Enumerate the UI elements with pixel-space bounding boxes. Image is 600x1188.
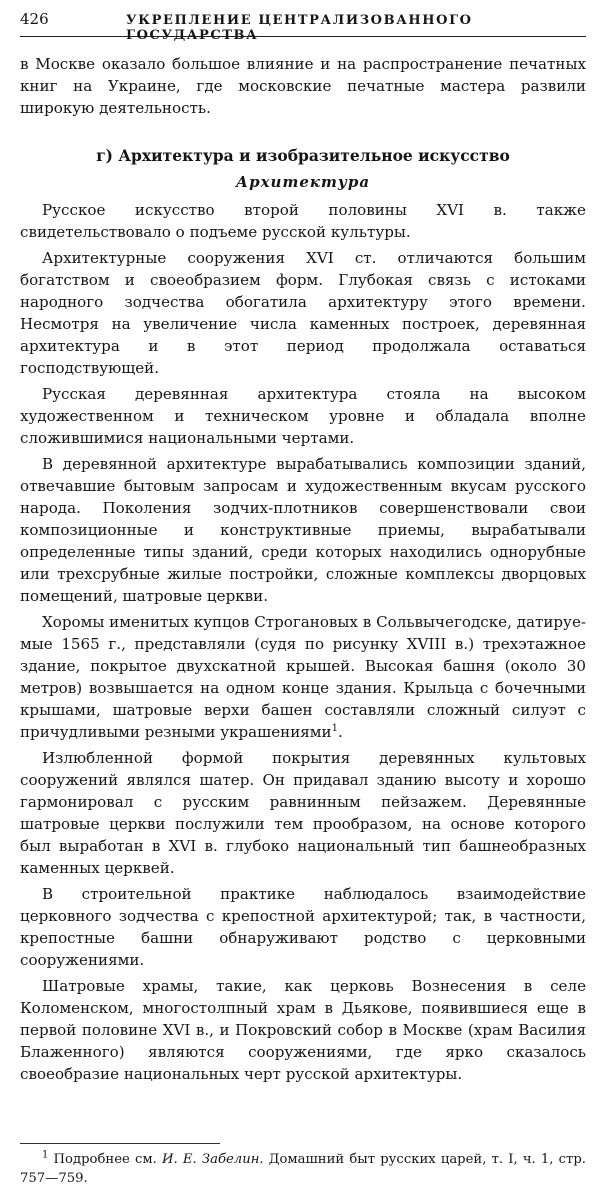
paragraph-4: В деревянной архитектуре вырабатывались композиции зданий, отвечавшие бытовым запросам и художественным вкусам русского народа. Поколения зодчих-плотников совершенствовали свои композиционные и конструктивные приемы, вырабатывали определенные типы зданий, среди которых находились однорубные или трехсрубные жилые постройки, сложные комплексы дворцовых помещений, шатровые церкви. bbox=[20, 455, 586, 605]
body-text bbox=[20, 53, 586, 1085]
footnote-marker: 1 bbox=[42, 1149, 49, 1161]
footnote bbox=[20, 1150, 586, 1188]
paragraph-1: Русское искусство второй половины XVI в. также свидетельствовало о подъеме русской культуры. bbox=[20, 201, 586, 241]
paragraph-2: Архитектурные сооружения XVI ст. отличаются большим богатством и своеобразием форм. Глубокая связь с истоками народного зодчества обогатила архитектуру этого времени. Несмотря на увеличение числа каменных построек, деревянная архитектура и в этот период продолжала оставаться господствующей. bbox=[20, 249, 586, 377]
paragraph-3: Русская деревянная архитектура стояла на высоком художественном и техническом уровне и обладала вполне сложившимися национальными чертами. bbox=[20, 385, 586, 447]
paragraph-5-text: Хоромы именитых купцов Строгановых в Сольвычегодске, датируемые 1565 г., представляли (судя по рисунку XVIII в.) трехэтажное здание, покрытое двухскатной крышей. Высокая башня (около 30 метров) возвышается на одном конце здания. Крыльца с бочечными крышами, шатровые верхи башен составляли сложный силуэт с причудливыми резными украшениями bbox=[20, 613, 586, 741]
paragraph-7: В строительной практике наблюдалось взаимодействие церковного зодчества с крепостной архитектурой; так, в частности, крепостные башни обнаруживают родство с церковными сооружениями. bbox=[20, 885, 586, 969]
paragraph-5: Хоромы именитых купцов Строгановых в Сольвычегодске, датируемые 1565 г., представляли (судя по рисунку XVIII в.) трехэтажное здание, покрытое двухскатной крышей. Высокая башня (около 30 метров) возвышается на одном конце здания. Крыльца с бочечными крышами, шатровые верхи башен составляли сложный силуэт с причудливыми резными украшениями$^1$. bbox=[20, 613, 586, 741]
footnote-author: И. Е. Забелин. bbox=[162, 1152, 264, 1167]
paragraph-8: Шатровые храмы, такие, как церковь Вознесения в селе Коломенском, многостолпный храм в Дьякове, появившиеся еще в первой половине XVI в., и Покровский собор в Москве (храм Василия Блаженного) являются сооружениями, где ярко сказалось своеобразие национальных черт русской архитектуры. bbox=[20, 977, 586, 1083]
book-page bbox=[20, 10, 586, 1188]
page-number: 426 bbox=[20, 10, 49, 28]
footnote-prefix: Подробнее см. bbox=[53, 1152, 157, 1167]
footnote-source: Домашний быт русских царей, т. I, ч. 1, стр. 757—759. bbox=[20, 1152, 586, 1186]
footnote-reference[interactable]: 1 bbox=[331, 722, 338, 734]
intro-paragraph: в Москве оказало большое влияние и на распространение печатных книг на Украине, где московские печатные мастера развили широкую деятельность. bbox=[20, 55, 586, 117]
page-header bbox=[20, 10, 586, 43]
footnote-divider bbox=[20, 1143, 220, 1144]
paragraph-6: Излюбленной формой покрытия деревянных культовых сооружений являлся шатер. Он придавал зданию высоту и хорошо гармонировал с русским равнинным пейзажем. Деревянные шатровые церкви послужили тем прообразом, на основе которого был выработан в XVI в. глубоко национальный тип башнеобразных каменных церквей. bbox=[20, 749, 586, 877]
running-title: УКРЕПЛЕНИЕ ЦЕНТРАЛИЗОВАННОГО ГОСУДАРСТВА bbox=[126, 13, 473, 43]
section-heading: г) Архитектура и изобразительное искусство bbox=[96, 146, 510, 165]
subsection-heading: Архитектура bbox=[235, 173, 371, 191]
